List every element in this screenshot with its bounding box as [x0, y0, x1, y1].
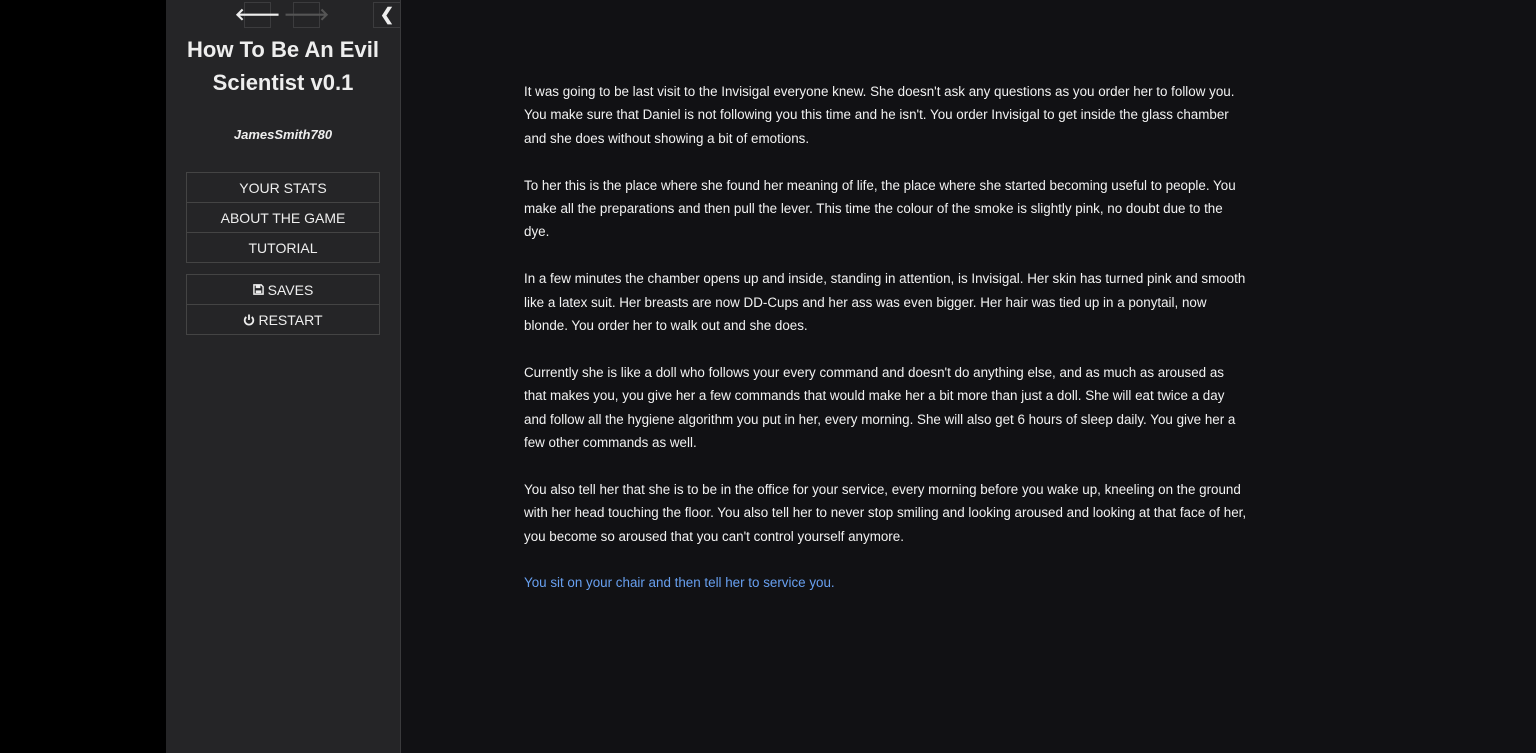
menu-your-stats[interactable]: YOUR STATS — [187, 173, 379, 203]
passage-paragraph: It was going to be last visit to the Invisigal everyone knew. She doesn't ask any questions as you order her to follow you. You make sure that Daniel is not following you this time and he isn't. You order Invisigal to get inside the glass chamber and she does without showing a bit of emotions. — [524, 84, 1235, 146]
passage — [524, 80, 1250, 618]
saves-label: SAVES — [267, 281, 314, 298]
chevron-left-icon: ❮ — [379, 5, 395, 24]
sidebar-collapse-button[interactable] — [373, 2, 400, 28]
passage-paragraph: To her this is the place where she found her meaning of life, the place where she started becoming useful to people. You make all the preparations and then pull the lever. This time the colour of the smoke is slightly pink, no doubt due to the dye. — [524, 177, 1236, 240]
restart-label: RESTART — [258, 311, 323, 328]
power-icon — [243, 314, 255, 326]
menu-about-the-game[interactable]: ABOUT THE GAME — [187, 203, 379, 233]
saves-button[interactable] — [187, 275, 379, 305]
story-title-line: How To Be An Evil — [187, 37, 379, 62]
arrow-right-icon: 🡒 — [283, 5, 330, 24]
story-author: JamesSmith780 — [233, 127, 333, 142]
history-back-button[interactable] — [234, 2, 281, 28]
passage-paragraph: Currently she is like a doll who follows your every command and doesn't do anything else, and as much as aroused as that makes you, you give her a few commands that would make her a bit more than just a doll. She will eat twice a day and follow all the hygiene algorithm you put in her, every morning. She will also get 6 hours of sleep daily. You give her a few other commands as well. — [524, 364, 1236, 451]
passage-paragraph: In a few minutes the chamber opens up and inside, standing in attention, is Invisigal. Her skin has turned pink and smooth like a latex suit. Her breasts are now DD-Cups and her ass was even bigger. Her hair was tied up in a ponytail, now blonde. You order her to walk out and she does. — [524, 271, 1246, 334]
page-margin — [0, 0, 166, 753]
story-title-line: Scientist v0.1 — [212, 70, 354, 95]
passage-link[interactable]: You sit on your chair and then tell her to service you. — [524, 575, 835, 591]
history-forward-button[interactable] — [283, 2, 330, 28]
sidebar — [166, 0, 401, 753]
system-menu — [186, 274, 380, 335]
passage-paragraph: You also tell her that she is to be in the office for your service, every morning before you wake up, kneeling on the ground with her head touching the floor. You also tell her to never stop smiling and looking aroused and looking at that face of her, you become so aroused that you can't control yourself anymore. — [524, 481, 1247, 544]
restart-button[interactable] — [187, 305, 379, 334]
story-menu — [186, 172, 380, 263]
menu-tutorial[interactable]: TUTORIAL — [248, 239, 318, 256]
floppy-disk-icon — [253, 284, 264, 295]
arrow-left-icon: 🡐 — [234, 5, 281, 24]
story-title — [166, 33, 400, 99]
